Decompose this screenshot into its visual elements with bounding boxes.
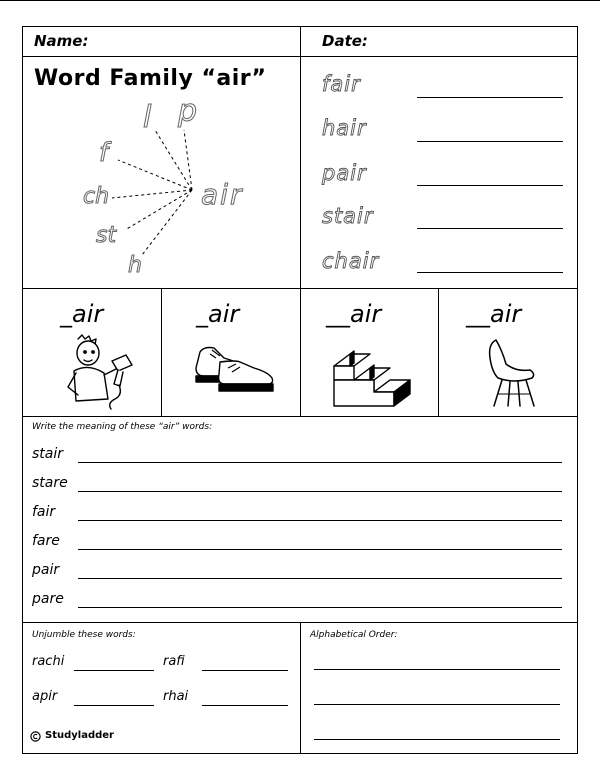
unjumble-answer-line[interactable] xyxy=(74,705,154,706)
worksheet-title: Word Family “air” xyxy=(34,66,267,91)
blank-word-4: __air xyxy=(466,300,522,328)
meaning-word-stair: stair xyxy=(32,446,64,462)
unjumble-answer-line[interactable] xyxy=(74,670,154,671)
copyright-icon xyxy=(30,731,41,742)
meaning-answer-line[interactable] xyxy=(78,491,562,492)
onset-f: f xyxy=(99,138,109,168)
hair-dryer-icon xyxy=(60,333,140,411)
onset-st: st xyxy=(96,223,117,248)
blank-word-2: _air xyxy=(196,300,240,328)
meaning-word-stare: stare xyxy=(32,475,68,491)
meaning-word-pair: pair xyxy=(32,562,60,578)
meaning-answer-line[interactable] xyxy=(78,578,562,579)
rime-air: air xyxy=(201,178,244,211)
shoes-icon xyxy=(192,340,276,400)
meaning-instruction: Write the meaning of these “air” words: xyxy=(32,422,213,432)
meaning-answer-line[interactable] xyxy=(78,607,562,608)
meaning-answer-line[interactable] xyxy=(78,549,562,550)
trace-word-chair: chair xyxy=(322,249,380,273)
picture-cell-divider xyxy=(438,288,439,416)
trace-answer-line[interactable] xyxy=(417,97,563,98)
blank-word-3: __air xyxy=(326,300,382,328)
trace-answer-line[interactable] xyxy=(417,141,563,142)
unjumble-answer-line[interactable] xyxy=(202,705,288,706)
picture-cell-divider xyxy=(300,288,301,416)
unjumble-word-rhai: rhai xyxy=(163,689,189,704)
stairs-icon xyxy=(330,336,418,408)
alphabetical-answer-line[interactable] xyxy=(314,669,560,670)
trace-word-stair: stair xyxy=(322,204,374,228)
picture-row-divider xyxy=(22,416,578,417)
trace-word-fair: fair xyxy=(322,72,361,96)
brand-logo: Studyladder xyxy=(45,730,114,741)
date-label: Date: xyxy=(322,32,368,50)
unjumble-word-apir: apir xyxy=(32,689,58,704)
unjumble-answer-line[interactable] xyxy=(202,670,288,671)
meaning-word-pare: pare xyxy=(32,591,64,607)
unjumble-word-rachi: rachi xyxy=(32,654,65,669)
trace-word-pair: pair xyxy=(322,161,367,185)
onset-ch: ch xyxy=(83,184,110,209)
alphabetical-label: Alphabetical Order: xyxy=(310,630,398,640)
meaning-word-fare: fare xyxy=(32,533,60,549)
picture-cell-divider xyxy=(161,288,162,416)
onset-p: p xyxy=(178,94,198,129)
onset-h: h xyxy=(128,253,142,278)
name-label: Name: xyxy=(34,32,89,50)
diagram-connectors xyxy=(112,130,192,255)
onset-l: l xyxy=(143,100,152,135)
meaning-answer-line[interactable] xyxy=(78,462,562,463)
header-column-divider xyxy=(300,26,301,288)
unjumble-instruction: Unjumble these words: xyxy=(32,630,136,640)
meaning-answer-line[interactable] xyxy=(78,520,562,521)
alphabetical-answer-line[interactable] xyxy=(314,739,560,740)
blank-word-1: _air xyxy=(60,300,104,328)
trace-answer-line[interactable] xyxy=(417,228,563,229)
unjumble-word-rafi: rafi xyxy=(163,654,185,669)
trace-word-hair: hair xyxy=(322,116,367,140)
bottom-column-divider xyxy=(300,622,301,754)
alphabetical-answer-line[interactable] xyxy=(314,704,560,705)
meaning-word-fair: fair xyxy=(32,504,56,520)
top-rule xyxy=(0,0,600,1)
trace-answer-line[interactable] xyxy=(417,185,563,186)
chair-icon xyxy=(486,336,542,410)
trace-answer-line[interactable] xyxy=(417,272,563,273)
